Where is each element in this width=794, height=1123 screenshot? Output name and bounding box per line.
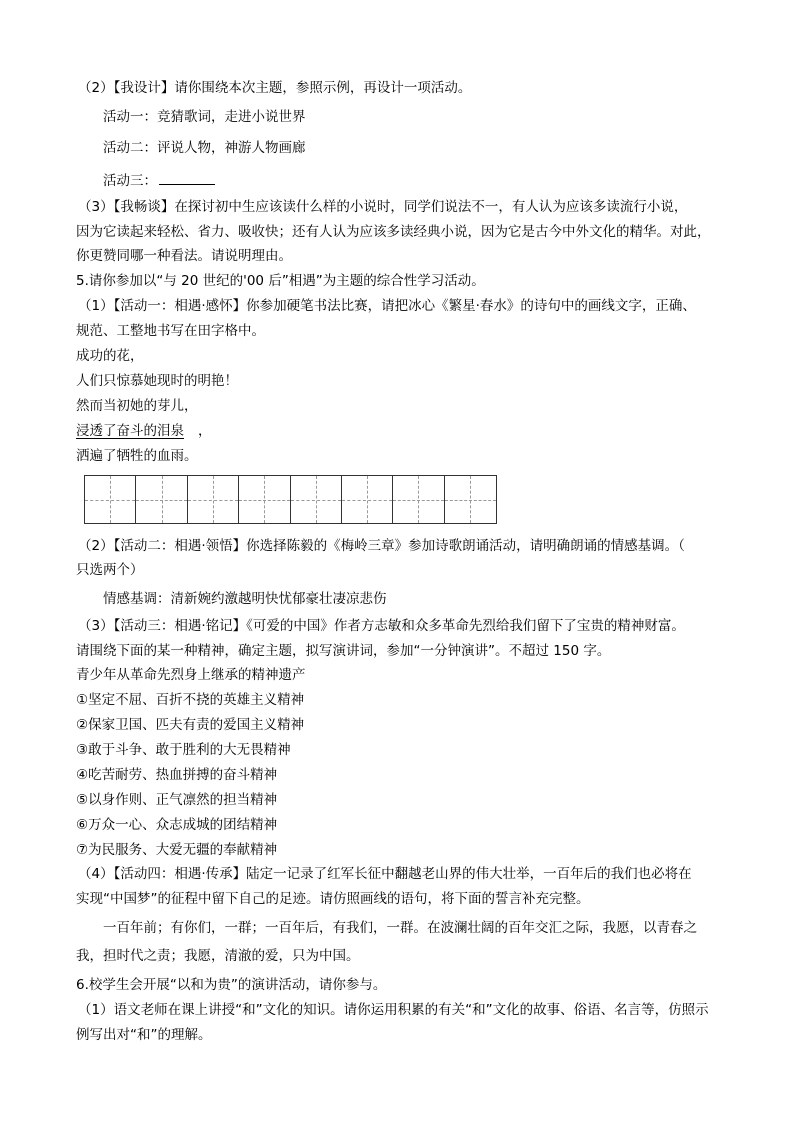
q5-activity-one: （1）【活动一：相遇·感怀】你参加硬笔书法比赛，请把冰心《繁星·春水》的诗句中的画线文字，正确、 (78, 298, 696, 314)
spirit-item-4: ④吃苦耐劳、热血拼搏的奋斗精神 (76, 767, 278, 783)
question-5-title: 5.请你参加以“与 20 世纪的'00 后”相遇”为主题的综合性学习活动。 (76, 273, 485, 289)
poem-line-1: 成功的花， (76, 348, 144, 364)
q5-activity-four: （4）【活动四：相遇·传承】陆定一记录了红军长征中翻越老山界的伟大壮举，一百年后的我们也必将在 (78, 866, 692, 882)
poem-comma: ， (198, 423, 212, 439)
q5-activity-one-line2: 规范、工整地书写在田字格中。 (76, 323, 265, 339)
oath-line-2: 我，担时代之责；我愿，清澈的爱，只为中国。 (76, 948, 360, 964)
underlined-phrase: 浸透了奋斗的泪泉 (76, 423, 184, 439)
q6-part-1: （1）语文老师在课上讲授“和”文化的知识。请你运用积累的有关“和”文化的故事、俗语、名言等，仿照示 (78, 1002, 709, 1018)
spirit-item-1: ①坚定不屈、百折不挠的英雄主义精神 (76, 692, 305, 708)
grid-cell[interactable] (393, 476, 444, 523)
grid-cell[interactable] (188, 476, 239, 523)
question-6-title: 6.校学生会开展“以和为贵”的演讲活动，请你参与。 (76, 977, 387, 993)
q6-part-1-line2: 例写出对“和”的理解。 (76, 1027, 212, 1043)
q5-activity-four-line2: 实现“中国梦”的征程中留下自己的足迹。请仿照画线的语句，将下面的誓言补充完整。 (76, 891, 590, 907)
question-3-discuss: （3）【我畅谈】在探讨初中生应该读什么样的小说时，同学们说法不一，有人认为应该多读流行小说， (78, 199, 688, 215)
grid-cell[interactable] (445, 476, 496, 523)
question-3-line3: 你更赞同哪一种看法。请说明理由。 (76, 248, 292, 264)
grid-cell[interactable] (136, 476, 187, 523)
spirit-list-title: 青少年从革命先烈身上继承的精神遗产 (76, 667, 306, 683)
grid-cell[interactable] (291, 476, 342, 523)
emotion-tones: 情感基调：清新婉约激越明快忧郁豪壮凄凉悲伤 (103, 591, 387, 607)
tianzige-grid[interactable] (84, 475, 497, 524)
activity-two: 活动二：评说人物，神游人物画廊 (103, 140, 306, 156)
activity-one: 活动一：竞猜歌词，走进小说世界 (103, 109, 306, 125)
spirit-item-5: ⑤以身作则、正气凛然的担当精神 (76, 792, 278, 808)
oath-line-1: 一百年前；有你们，一群；一百年后，有我们，一群。在波澜壮阔的百年交汇之际，我愿，以青春之 (103, 920, 697, 936)
grid-cell[interactable] (239, 476, 290, 523)
q5-activity-two-line2: 只选两个） (76, 562, 144, 578)
activity-three-label: 活动三： (103, 173, 157, 189)
q5-activity-two: （2）【活动二：相遇·领悟】你选择陈毅的《梅岭三章》参加诗歌朗诵活动，请明确朗诵的情感基调。（ (78, 538, 685, 554)
activity-three (103, 170, 215, 191)
spirit-item-2: ②保家卫国、匹夫有责的爱国主义精神 (76, 717, 305, 733)
poem-line-3: 然而当初她的芽儿， (76, 398, 198, 414)
poem-line-4 (76, 421, 212, 441)
spirit-item-7: ⑦为民服务、大爱无疆的奉献精神 (76, 842, 278, 858)
question-3-line2: 因为它读起来轻松、省力、吸收快；还有人认为应该多读经典小说，因为它是古今中外文化的精华。对此， (76, 224, 711, 240)
spirit-item-3: ③敢于斗争、敢于胜利的大无畏精神 (76, 742, 291, 758)
grid-cell[interactable] (85, 476, 136, 523)
q5-activity-three-line2: 请围绕下面的某一种精神，确定主题，拟写演讲词，参加“一分钟演讲”。不超过 150 字。 (76, 643, 611, 659)
question-2-design: （2）【我设计】请你围绕本次主题，参照示例，再设计一项活动。 (78, 80, 472, 96)
q5-activity-three: （3）【活动三：相遇·铭记】《可爱的中国》作者方志敏和众多革命先烈给我们留下了宝贵的精神财富。 (78, 618, 685, 634)
spirit-item-6: ⑥万众一心、众志成城的团结精神 (76, 817, 278, 833)
answer-blank[interactable] (159, 170, 215, 185)
poem-line-5: 洒遍了牺牲的血雨。 (76, 448, 198, 464)
poem-line-2: 人们只惊慕她现时的明艳！ (76, 373, 238, 389)
grid-cell[interactable] (342, 476, 393, 523)
